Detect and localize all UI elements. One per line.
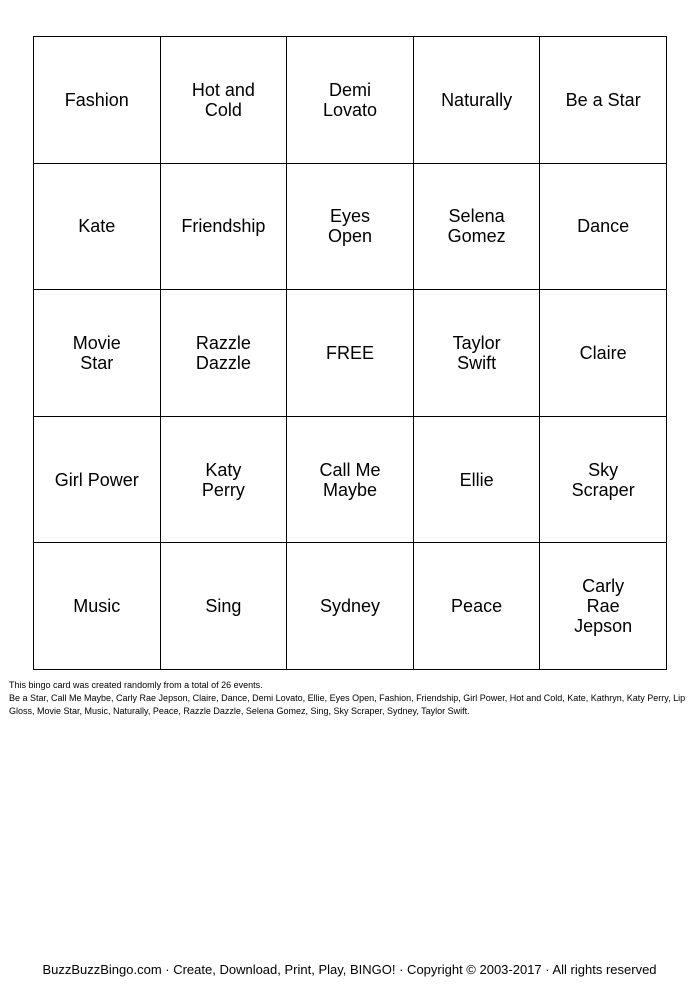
bingo-cell: Friendship [160, 163, 287, 290]
bingo-cell: Sing [160, 543, 287, 670]
bingo-cell: Katy Perry [160, 416, 287, 543]
bingo-row [34, 543, 667, 670]
bingo-row [34, 163, 667, 290]
bingo-cell: Eyes Open [287, 163, 414, 290]
bingo-cell: Selena Gomez [413, 163, 540, 290]
bingo-cell: Hot and Cold [160, 37, 287, 164]
bingo-cell: Fashion [34, 37, 161, 164]
bingo-free-cell: FREE [287, 290, 414, 417]
footnote-events-list: Be a Star, Call Me Maybe, Carly Rae Jepson, Claire, Dance, Demi Lovato, Ellie, Eyes Open, Fashion, Friendship, Girl Power, Hot and Cold, Kate, Kathryn, Katy Perry, Lip Gloss, Movie Star, Music, Naturally, Peace, Razzle Dazzle, Selena Gomez, Sing, Sky Scraper, Sydney, Taylor Swift. [9, 693, 686, 716]
bingo-cell: Demi Lovato [287, 37, 414, 164]
bingo-cell: Music [34, 543, 161, 670]
bingo-row [34, 37, 667, 164]
bingo-cell: Sydney [287, 543, 414, 670]
bingo-cell: Taylor Swift [413, 290, 540, 417]
bingo-cell: Dance [540, 163, 667, 290]
bingo-cell: Girl Power [34, 416, 161, 543]
footnote-intro: This bingo card was created randomly from a total of 26 events. [9, 680, 263, 690]
bingo-cell: Ellie [413, 416, 540, 543]
bingo-cell: Be a Star [540, 37, 667, 164]
site-footer: BuzzBuzzBingo.com · Create, Download, Print, Play, BINGO! · Copyright © 2003-2017 · All rights reserved [42, 962, 657, 977]
bingo-cell: Claire [540, 290, 667, 417]
bingo-cell: Razzle Dazzle [160, 290, 287, 417]
bingo-cell: Movie Star [34, 290, 161, 417]
bingo-row [34, 416, 667, 543]
bingo-cell: Carly Rae Jepson [540, 543, 667, 670]
bingo-cell: Sky Scraper [540, 416, 667, 543]
bingo-cell: Naturally [413, 37, 540, 164]
bingo-row [34, 290, 667, 417]
card-footnote [9, 679, 691, 718]
bingo-cell: Peace [413, 543, 540, 670]
bingo-cell: Call Me Maybe [287, 416, 414, 543]
bingo-cell: Kate [34, 163, 161, 290]
bingo-card-grid [33, 36, 667, 670]
